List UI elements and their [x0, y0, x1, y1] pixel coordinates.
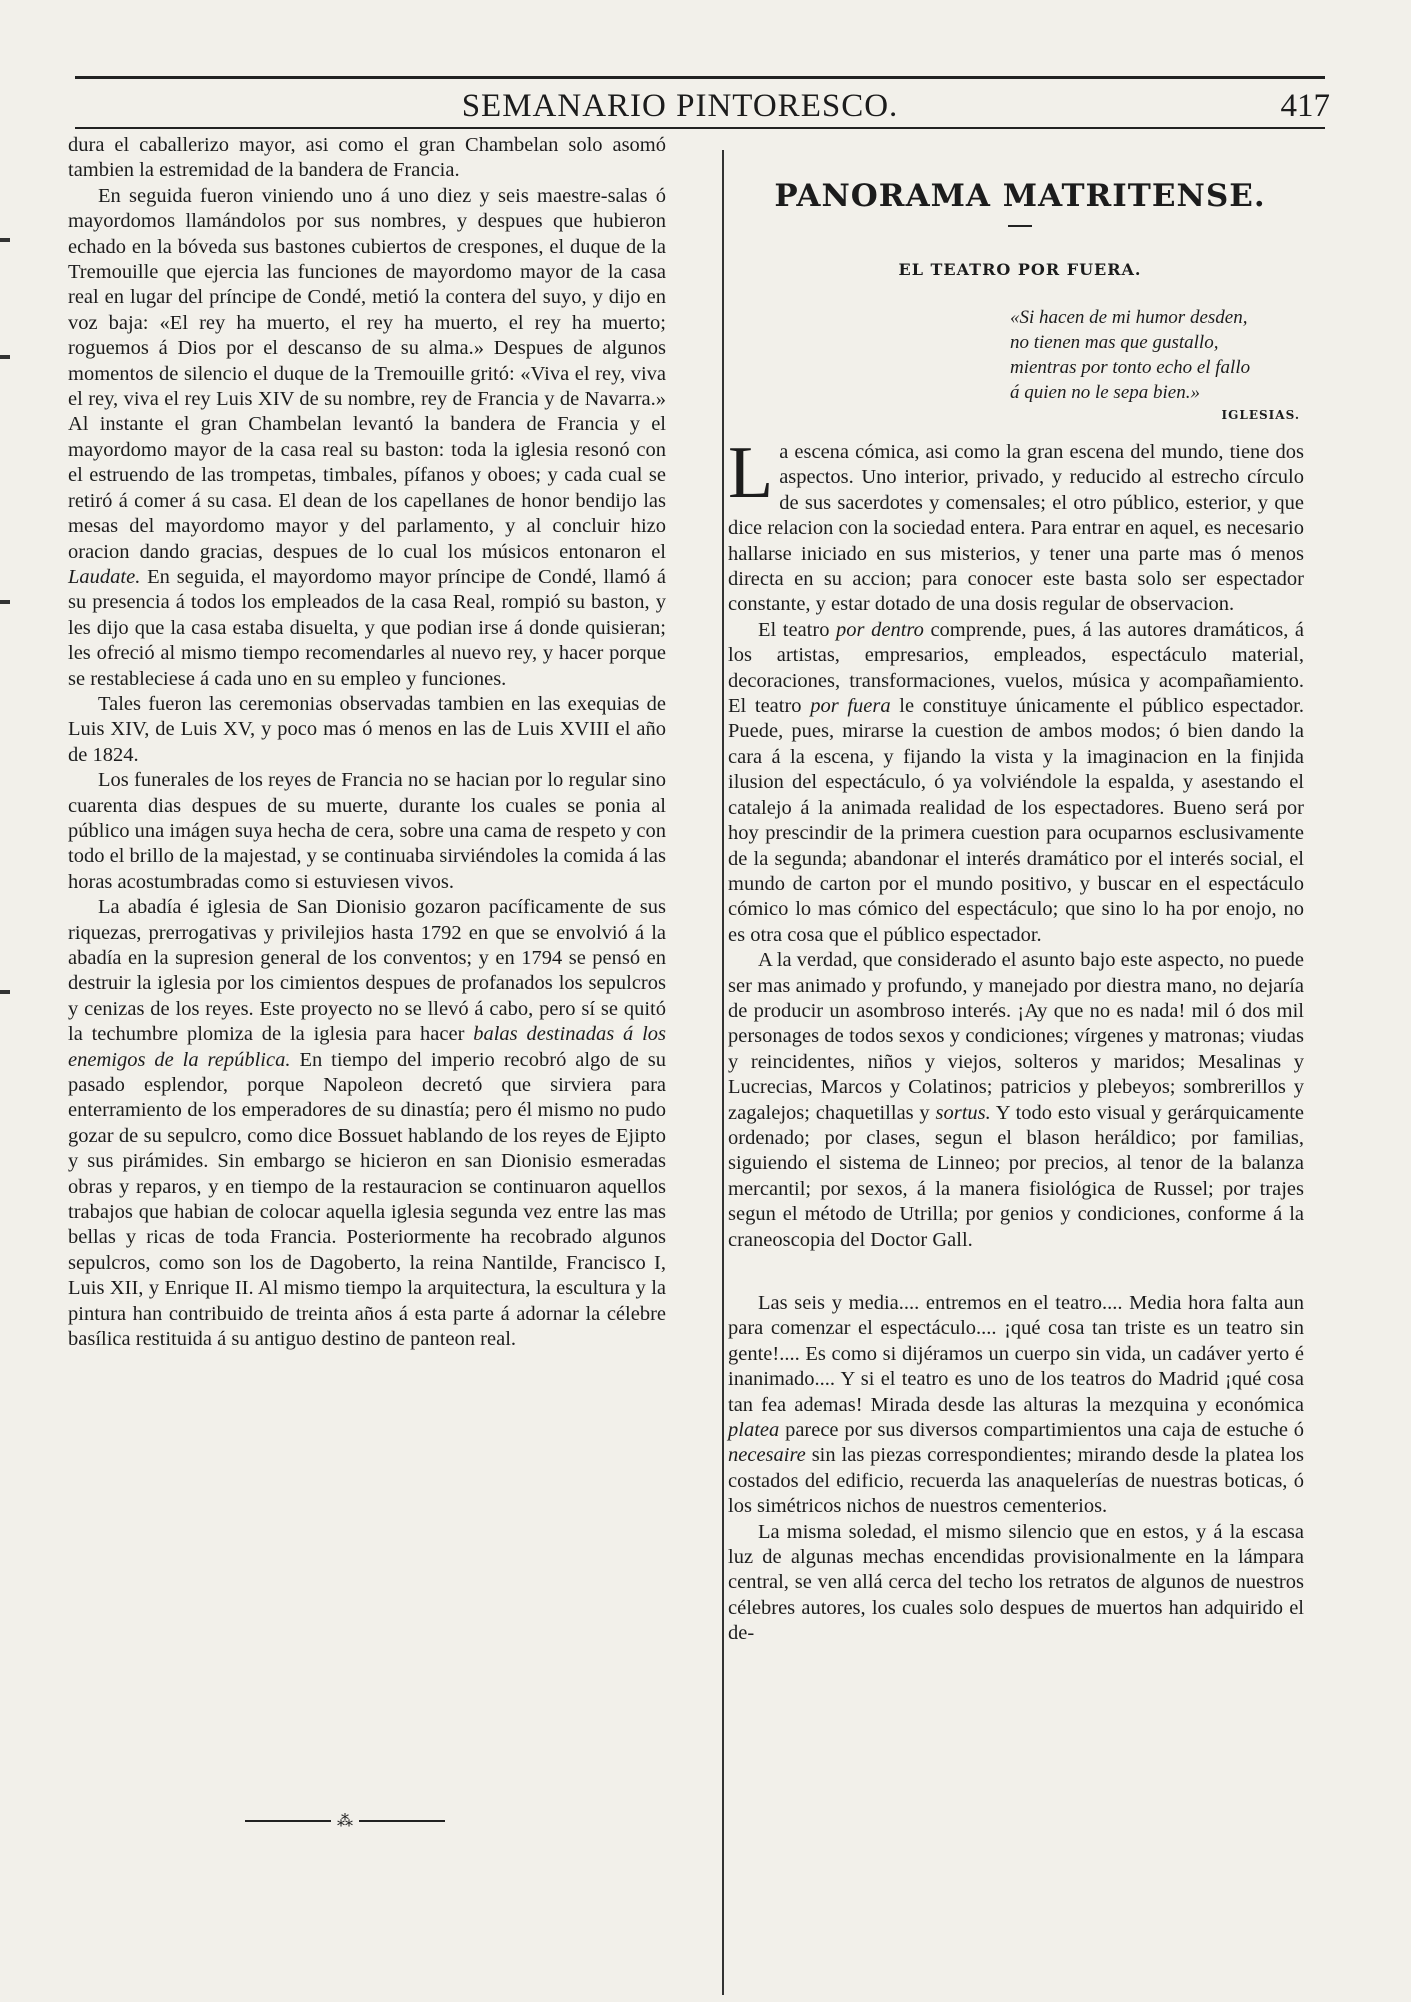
ornament-line	[245, 1820, 331, 1822]
paragraph-text: La abadía é iglesia de San Dionisio gozaron pacíficamente de sus riquezas, prerrogativas y privilejios hasta 1792 en que se envolvió á la abadía en la supresion general de los conventos; y en 1794 se pensó en destruir la iglesia por los cimientos despues de profanados los sepulcros y cenizas de los reyes. Este proyecto no se llevó á cabo, pero sí se quitó la techumbre plomiza de la iglesia para hacer	[68, 896, 666, 1046]
margin-mark	[0, 355, 10, 359]
paragraph-text: En tiempo del imperio recobró algo de su pasado esplendor, porque Napoleon decretó que sirviera para enterramiento de los emperadores de su dinastía; pero él mismo no pudo gozar de su sepulcro, como dice Bossuet hablando de los reyes de Ejipto y sus pirámides. Sin embargo se hicieron en san Dionisio esmeradas obras y reparos, y en tiempo de la restauracion se continuaron aquellos trabajos que habian de colocar aquella iglesia segunda vez entre las mas bellas y ricas de toda Francia. Posteriormente ha recobrado algunos sepulcros, como son los de Dagoberto, la reina Nantilde, Francisco I, Luis XII, y Enrique II. Al mismo tiempo la arquitectura, la escultura y la pintura han contribuido de treinta años á esta parte á adornar la célebre basílica restituida á su antiguo destino de panteon real.	[68, 1048, 667, 1351]
right-column	[728, 432, 1305, 1647]
epigraph-line: mientras por tonto echo el fallo	[1010, 357, 1251, 378]
ornament-rule	[245, 1812, 445, 1830]
paragraph	[728, 618, 1304, 948]
paragraph-text: le constituye únicamente el público espectador. Puede, pues, mirarse la cuestion de ambos modos; ó bien dando la cara á la escena, y fijando la vista y la imaginacion en la finjida ilusion del espectáculo, ó ya volviéndole la espalda, y asestando el catalejo á la animada realidad de los espectadores. Bueno será por hoy prescindir de la primera cuestion para ocuparnos esclusivamente de la segunda; abandonar el interés dramático por el interés social, el mundo de carton por el mundo positivo, y buscar en el espectáculo cómico lo mas cómico del espectáculo; que sino lo ha por enojo, no es otra cosa que el público espectador.	[728, 695, 1305, 946]
paragraph	[728, 432, 1304, 618]
epigraph	[1010, 305, 1320, 405]
paragraph-text: En seguida, el mayordomo mayor príncipe de Condé, llamó á su presencia á todos los empleados de la casa Real, rompió su baston, y les dijo que la casa estaba disuelta, y que podian irse á donde quisieran; les ofreció al mismo tiempo recomendarles al nuevo rey, y hacer porque se restableciese á cada uno en su empleo y funciones.	[68, 565, 666, 690]
italic-text: Laudate.	[68, 565, 141, 588]
paragraph-text: parece por sus diversos compartimientos una caja de estuche ó	[785, 1419, 1305, 1442]
header-rule	[75, 127, 1325, 129]
margin-mark	[0, 238, 10, 242]
page-number: 417	[1280, 88, 1330, 124]
italic-text: necesaire	[728, 1444, 806, 1467]
running-title: SEMANARIO PINTORESCO.	[461, 88, 899, 124]
paragraph	[728, 948, 1304, 1253]
left-column	[68, 133, 666, 1353]
paragraph-text: Y todo esto visual y gerárquicamente ordenado; por clases, segun el blason heráldico; por familias, siguiendo el sistema de Linneo; por precios, al tenor de la balanza mercantil; por sexos, á la manera fisiológica de Russel; por trajes segun el método de Utrilla; por genios y condiciones, conforme á la craneoscopia del Doctor Gall.	[728, 1101, 1305, 1251]
paragraph-text: comprende, pues, á las autores dramáticos, á los artistas, empresarios, empleados, espectáculo material, decoraciones, transformaciones, vuelos, música y acompañamiento. El teatro	[728, 618, 1304, 718]
paragraph: La misma soledad, el mismo silencio que en estos, y á la escasa luz de algunas mechas encendidas provisionalmente en la lámpara central, se ven allá cerca del techo los retratos de algunos de nuestros célebres autores, los cuales solo despues de muertos han adquirido el de-	[728, 1520, 1304, 1645]
paragraph-text: En seguida fueron viniendo uno á uno diez y seis maestre-salas ó mayordomos llamándolos por sus nombres, y despues que hubieron echado en la bóveda sus bastones cubiertos de crespones, el duque de la Tremouille que ejercia las funciones de mayordomo mayor de la casa real en lugar del príncipe de Condé, metió la contera del suyo, y dijo en voz baja: «El rey ha muerto, el rey ha muerto, el rey ha muerto; roguemos á Dios por el descanso de su alma.» Despues de algunos momentos de silencio el duque de la Tremouille gritó: «Viva el rey, viva el rey, viva el rey Luis XIV de su nombre, rey de Francia y de Navarra.» Al instante el gran Chambelan levantó la bandera de Francia y el mayordomo mayor de la casa real su baston: toda la iglesia resonó con el estruendo de las trompetas, timbales, pífanos y oboes; y cada cual se retiró á comer á su casa. El dean de los capellanes de honor bendijo las mesas del mayordomo mayor y del parlamento, y al concluir hizo oracion dando gracias, despues de lo cual los músicos entonaron el	[68, 184, 666, 563]
epigraph-line: no tienen mas que gustallo,	[1010, 332, 1219, 353]
epigraph-line: «Si hacen de mi humor desden,	[1010, 307, 1248, 328]
italic-text: sortus.	[935, 1101, 991, 1124]
paragraph	[68, 895, 666, 1352]
paragraph: dura el caballerizo mayor, asi como el gran Chambelan solo asomó tambien la estremidad de la bandera de Francia.	[68, 134, 666, 182]
drop-cap: L	[728, 432, 774, 514]
ornament-icon: ⁂	[337, 1811, 353, 1830]
paragraph-text: Las seis y media.... entremos en el teatro.... Media hora falta aun para comenzar el espectáculo.... ¡qué cosa tan triste es un teatro sin gente!.... Es como si dijéramos un cuerpo sin vida, un cadáver yerto é inanimado.... Y si el teatro es uno de los teatros do Madrid ¡qué cosa tan fea ademas! Mirada desde las alturas la mezquina y económica	[728, 1292, 1304, 1416]
italic-text: por dentro	[836, 618, 924, 641]
margin-mark	[0, 990, 10, 994]
article-title: EL TEATRO POR FUERA.	[898, 260, 1142, 279]
margin-mark	[0, 600, 10, 604]
paragraph: Los funerales de los reyes de Francia no se hacian por lo regular sino cuarenta dias despues de su muerte, durante los cuales se ponia al público una imágen suya hecha de cera, sobre una cama de respeto y con todo el brillo de la majestad, y se continuaba sirviéndoles la comida á las horas acostumbradas como si estuviesen vivos.	[68, 769, 666, 893]
column-rule	[722, 150, 724, 1995]
paragraph: Tales fueron las ceremonias observadas tambien en las exequias de Luis XIV, de Luis XV, y poco mas ó menos en las de Luis XVIII el año de 1824.	[68, 692, 666, 766]
epigraph-author: IGLESIAS.	[1221, 408, 1300, 422]
ornament-line	[359, 1820, 445, 1822]
section-title: PANORAMA MATRITENSE.	[774, 178, 1266, 214]
title-dash	[1008, 225, 1032, 227]
section-gap	[728, 1253, 1304, 1291]
top-rule	[75, 76, 1325, 79]
italic-text: balas destinadas á los enemigos de la república.	[68, 1023, 666, 1071]
paragraph	[728, 1291, 1304, 1520]
italic-text: por fuera	[810, 695, 891, 718]
paragraph-text: a escena cómica, asi como la gran escena del mundo, tiene dos aspectos. Uno interior, privado, y reducido al estrecho círculo de sus sacerdotes y comensales; el otro público, esterior, y que dice relacion con la sociedad entera. Para entrar en aquel, es necesario hallarse iniciado en sus misterios, y tener una parte mas ó menos directa en su accion; para conocer este basta solo ser espectador constante, y estar dotado de una dosis regular de observacion.	[728, 441, 1304, 616]
italic-text: platea	[728, 1419, 780, 1442]
paragraph-text: El teatro	[758, 618, 830, 641]
paragraph	[68, 184, 666, 692]
paragraph-text: sin las piezas correspondientes; mirando desde la platea los costados del edificio, recuerda las anaquelerías de nuestras boticas, ó los simétricos nichos de nuestros cementerios.	[728, 1444, 1305, 1518]
paragraph-text: A la verdad, que considerado el asunto bajo este aspecto, no puede ser mas animado y profundo, y manejado por diestra mano, no dejaría de producir un asombroso interés. ¡Ay que no es nada! mil ó dos mil personages de todos sexos y condiciones; vírgenes y matronas; viudas y reincidentes, niños y viejos, solteros y maridos; Mesalinas y Lucrecias, Marcos y Colatinos; patricios y plebeyos; sombrerillos y zagalejos; chaquetillas y	[728, 949, 1304, 1124]
epigraph-line: á quien no le sepa bien.»	[1010, 382, 1200, 403]
